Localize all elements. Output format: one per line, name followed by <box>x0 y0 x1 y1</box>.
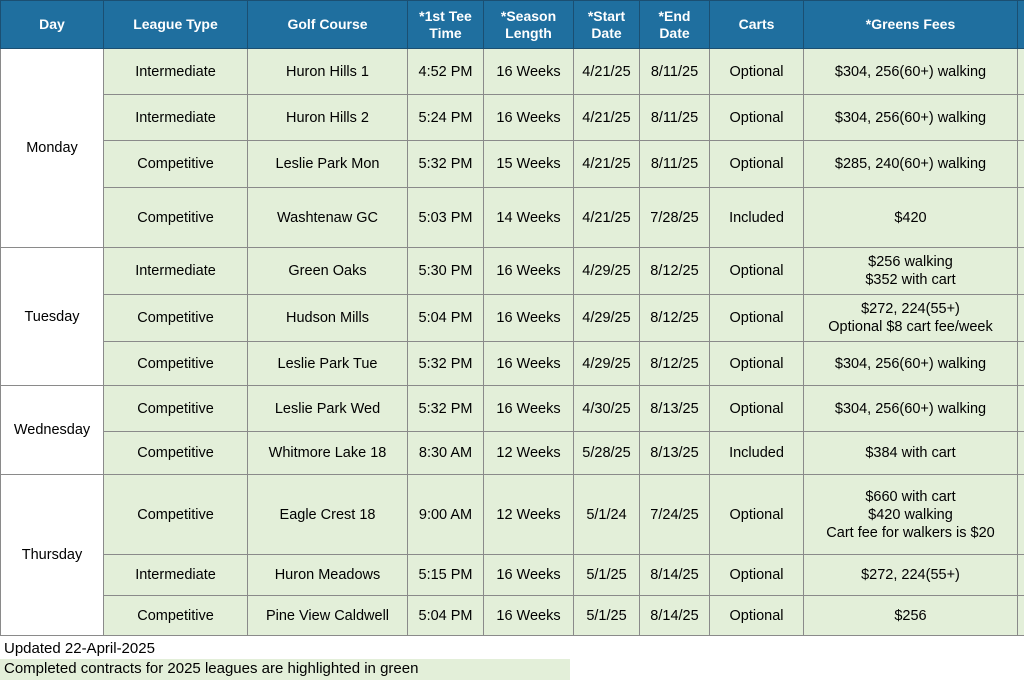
blank-cell <box>1018 49 1024 95</box>
header-carts <box>710 1 804 49</box>
season-cell: 16 Weeks <box>484 95 574 141</box>
league-cell: Competitive <box>104 342 248 386</box>
course-cell: Leslie Park Tue <box>248 342 408 386</box>
carts-cell: Optional <box>710 248 804 295</box>
tee-cell: 5:03 PM <box>408 188 484 248</box>
start-cell: 4/21/25 <box>574 141 640 188</box>
fee-line: $384 with cart <box>865 445 956 461</box>
table-row <box>1 596 1024 636</box>
course-cell: Leslie Park Wed <box>248 386 408 432</box>
header-label: Golf Course <box>287 16 368 32</box>
header-season <box>484 1 574 49</box>
header-label: Day <box>39 16 65 32</box>
season-cell: 14 Weeks <box>484 188 574 248</box>
end-cell: 8/12/25 <box>640 295 710 342</box>
header-label: Length <box>505 24 552 41</box>
start-cell: 5/1/25 <box>574 555 640 596</box>
carts-cell: Optional <box>710 555 804 596</box>
blank-cell <box>1018 596 1024 636</box>
fee-line: $304, 256(60+) walking <box>834 109 987 126</box>
header-label: Carts <box>738 16 775 32</box>
header-label: Date <box>659 24 690 41</box>
table-row <box>1 95 1024 141</box>
fee-line: $304, 256(60+) walking <box>834 355 987 372</box>
carts-cell: Optional <box>710 49 804 95</box>
blank-cell <box>1018 95 1024 141</box>
fee-line: $272, 224(55+) <box>861 301 960 317</box>
header-label: League Type <box>133 16 218 32</box>
carts-cell: Optional <box>710 95 804 141</box>
table-row <box>1 188 1024 248</box>
end-cell: 7/24/25 <box>640 475 710 555</box>
start-cell: 5/1/24 <box>574 475 640 555</box>
league-cell: Competitive <box>104 188 248 248</box>
season-cell: 16 Weeks <box>484 386 574 432</box>
end-cell: 7/28/25 <box>640 188 710 248</box>
header-row <box>1 1 1024 49</box>
header-fees <box>804 1 1018 49</box>
fee-line: $352 with cart <box>865 272 956 288</box>
fee-line: $420 <box>894 209 927 226</box>
carts-cell: Optional <box>710 475 804 555</box>
blank-cell <box>1018 295 1024 342</box>
tee-cell: 5:15 PM <box>408 555 484 596</box>
start-cell: 4/29/25 <box>574 342 640 386</box>
tee-cell: 8:30 AM <box>408 432 484 475</box>
blank-cell <box>1018 141 1024 188</box>
tee-cell: 5:32 PM <box>408 141 484 188</box>
end-cell: 8/13/25 <box>640 432 710 475</box>
table-row <box>1 248 1024 295</box>
blank-cell <box>1018 555 1024 596</box>
tee-cell: 9:00 AM <box>408 475 484 555</box>
tee-cell: 5:04 PM <box>408 596 484 636</box>
end-cell: 8/13/25 <box>640 386 710 432</box>
carts-cell: Optional <box>710 295 804 342</box>
start-cell: 5/1/25 <box>574 596 640 636</box>
header-label: Date <box>591 24 622 41</box>
season-cell: 12 Weeks <box>484 475 574 555</box>
start-cell: 4/29/25 <box>574 248 640 295</box>
day-cell: Tuesday <box>1 248 104 386</box>
start-cell: 5/28/25 <box>574 432 640 475</box>
blank-cell <box>1018 248 1024 295</box>
end-cell: 8/11/25 <box>640 95 710 141</box>
table-row <box>1 141 1024 188</box>
fee-line: $272, 224(55+) <box>861 567 960 583</box>
fees-cell <box>804 141 1018 188</box>
season-cell: 16 Weeks <box>484 555 574 596</box>
carts-cell: Optional <box>710 596 804 636</box>
header-start <box>574 1 640 49</box>
league-cell: Competitive <box>104 596 248 636</box>
course-cell: Huron Hills 1 <box>248 49 408 95</box>
end-cell: 8/11/25 <box>640 49 710 95</box>
tee-cell: 5:04 PM <box>408 295 484 342</box>
header-course <box>248 1 408 49</box>
tee-cell: 5:30 PM <box>408 248 484 295</box>
table-row <box>1 295 1024 342</box>
fee-line: $420 walking <box>868 506 953 523</box>
league-cell: Intermediate <box>104 49 248 95</box>
day-cell: Monday <box>1 49 104 248</box>
course-cell: Huron Hills 2 <box>248 95 408 141</box>
course-cell: Leslie Park Mon <box>248 141 408 188</box>
season-cell: 16 Weeks <box>484 342 574 386</box>
fees-cell <box>804 248 1018 295</box>
start-cell: 4/30/25 <box>574 386 640 432</box>
header-label: *1st Tee <box>419 7 472 24</box>
season-cell: 16 Weeks <box>484 596 574 636</box>
season-cell: 16 Weeks <box>484 49 574 95</box>
header-label: *Greens Fees <box>865 16 956 32</box>
season-cell: 16 Weeks <box>484 295 574 342</box>
fee-line: $304, 256(60+) walking <box>834 400 987 417</box>
fees-cell <box>804 49 1018 95</box>
end-cell: 8/12/25 <box>640 248 710 295</box>
day-cell: Thursday <box>1 475 104 636</box>
header-league <box>104 1 248 49</box>
season-cell: 16 Weeks <box>484 248 574 295</box>
league-cell: Competitive <box>104 386 248 432</box>
season-cell: 12 Weeks <box>484 432 574 475</box>
fees-cell <box>804 295 1018 342</box>
start-cell: 4/29/25 <box>574 295 640 342</box>
header-label: *Season <box>500 7 557 24</box>
header-tee <box>408 1 484 49</box>
fee-line: Optional $8 cart fee/week <box>828 319 993 335</box>
league-cell: Competitive <box>104 295 248 342</box>
end-cell: 8/12/25 <box>640 342 710 386</box>
header-blank <box>1018 1 1024 49</box>
table-row <box>1 386 1024 432</box>
blank-cell <box>1018 386 1024 432</box>
highlight-note: Completed contracts for 2025 leagues are highlighted in green <box>0 659 570 680</box>
fees-cell <box>804 386 1018 432</box>
header-end <box>640 1 710 49</box>
carts-cell: Included <box>710 188 804 248</box>
carts-cell: Optional <box>710 141 804 188</box>
tee-cell: 5:32 PM <box>408 342 484 386</box>
season-cell: 15 Weeks <box>484 141 574 188</box>
fee-line: Cart fee for walkers is $20 <box>826 524 995 541</box>
header-label: *End <box>658 7 691 24</box>
end-cell: 8/14/25 <box>640 596 710 636</box>
table-body <box>1 49 1024 636</box>
table-row <box>1 342 1024 386</box>
fee-line: $256 <box>894 607 927 624</box>
blank-cell <box>1018 188 1024 248</box>
fees-cell <box>804 432 1018 475</box>
start-cell: 4/21/25 <box>574 188 640 248</box>
carts-cell: Included <box>710 432 804 475</box>
fees-cell <box>804 475 1018 555</box>
fee-line: $285, 240(60+) walking <box>834 156 987 172</box>
fee-line: $304, 256(60+) walking <box>834 63 987 80</box>
course-cell: Eagle Crest 18 <box>248 475 408 555</box>
blank-cell <box>1018 475 1024 555</box>
day-cell: Wednesday <box>1 386 104 475</box>
carts-cell: Optional <box>710 342 804 386</box>
course-cell: Huron Meadows <box>248 555 408 596</box>
course-cell: Green Oaks <box>248 248 408 295</box>
start-cell: 4/21/25 <box>574 49 640 95</box>
header-label: Time <box>429 24 462 41</box>
carts-cell: Optional <box>710 386 804 432</box>
table-row <box>1 432 1024 475</box>
tee-cell: 4:52 PM <box>408 49 484 95</box>
blank-cell <box>1018 432 1024 475</box>
start-cell: 4/21/25 <box>574 95 640 141</box>
course-cell: Pine View Caldwell <box>248 596 408 636</box>
course-cell: Whitmore Lake 18 <box>248 432 408 475</box>
fees-cell <box>804 555 1018 596</box>
fees-cell <box>804 188 1018 248</box>
league-cell: Intermediate <box>104 555 248 596</box>
tee-cell: 5:24 PM <box>408 95 484 141</box>
fees-cell <box>804 342 1018 386</box>
header-label: *Start <box>587 7 626 24</box>
fee-line: $256 walking <box>868 254 953 270</box>
fees-cell <box>804 596 1018 636</box>
league-cell: Intermediate <box>104 95 248 141</box>
tee-cell: 5:32 PM <box>408 386 484 432</box>
blank-cell <box>1018 342 1024 386</box>
league-cell: Competitive <box>104 475 248 555</box>
fee-line: $660 with cart <box>865 488 956 505</box>
end-cell: 8/11/25 <box>640 141 710 188</box>
league-cell: Competitive <box>104 141 248 188</box>
course-cell: Hudson Mills <box>248 295 408 342</box>
header-day <box>1 1 104 49</box>
league-cell: Intermediate <box>104 248 248 295</box>
table-row <box>1 555 1024 596</box>
fees-cell <box>804 95 1018 141</box>
table-row <box>1 475 1024 555</box>
course-cell: Washtenaw GC <box>248 188 408 248</box>
end-cell: 8/14/25 <box>640 555 710 596</box>
updated-date: Updated 22-April-2025 <box>4 640 155 657</box>
table-row <box>1 49 1024 95</box>
league-cell: Competitive <box>104 432 248 475</box>
